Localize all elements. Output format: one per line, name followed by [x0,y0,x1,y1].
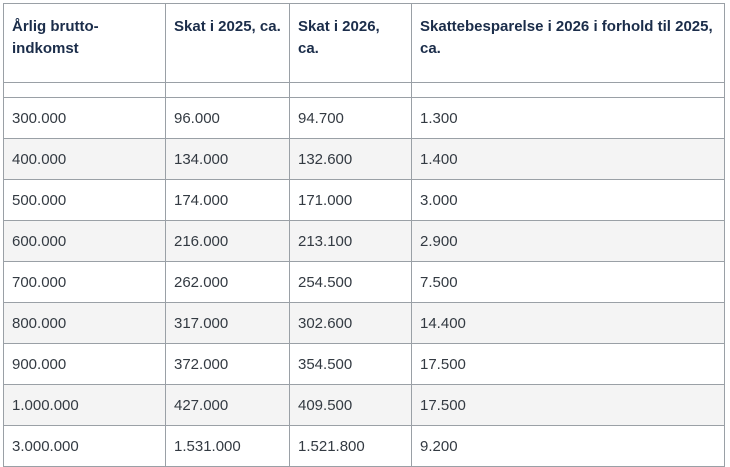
table-row [4,426,725,467]
cell-tax-2026: 254.500 [290,262,412,303]
spacer-cell [4,83,166,98]
cell-tax-2026: 132.600 [290,139,412,180]
cell-tax-savings: 14.400 [412,303,725,344]
spacer-cell [166,83,290,98]
cell-gross-income: 400.000 [4,139,166,180]
cell-gross-income: 600.000 [4,221,166,262]
header-tax-2026: Skat i 2026, ca. [290,4,412,83]
cell-gross-income: 3.000.000 [4,426,166,467]
cell-tax-savings: 2.900 [412,221,725,262]
cell-tax-savings: 17.500 [412,385,725,426]
table-row [4,385,725,426]
header-gross-income: Årlig brutto-indkomst [4,4,166,83]
cell-tax-savings: 17.500 [412,344,725,385]
spacer-cell [290,83,412,98]
cell-gross-income: 300.000 [4,98,166,139]
cell-tax-savings: 7.500 [412,262,725,303]
table-row [4,303,725,344]
spacer-row [4,83,725,98]
cell-gross-income: 500.000 [4,180,166,221]
cell-tax-savings: 1.400 [412,139,725,180]
cell-gross-income: 900.000 [4,344,166,385]
table-header [4,4,725,83]
cell-tax-2026: 302.600 [290,303,412,344]
cell-tax-2025: 216.000 [166,221,290,262]
cell-tax-2025: 317.000 [166,303,290,344]
cell-tax-2026: 354.500 [290,344,412,385]
cell-tax-2026: 213.100 [290,221,412,262]
cell-tax-2025: 1.531.000 [166,426,290,467]
table-row [4,262,725,303]
table-row [4,221,725,262]
cell-tax-2025: 427.000 [166,385,290,426]
cell-tax-2026: 94.700 [290,98,412,139]
cell-tax-savings: 9.200 [412,426,725,467]
cell-gross-income: 800.000 [4,303,166,344]
cell-tax-2025: 262.000 [166,262,290,303]
cell-tax-savings: 1.300 [412,98,725,139]
table-body [4,83,725,467]
cell-tax-savings: 3.000 [412,180,725,221]
table-row [4,180,725,221]
cell-tax-2026: 409.500 [290,385,412,426]
tax-comparison-table [3,3,725,467]
spacer-cell [412,83,725,98]
cell-gross-income: 700.000 [4,262,166,303]
cell-tax-2025: 134.000 [166,139,290,180]
header-tax-2025: Skat i 2025, ca. [166,4,290,83]
table-row [4,98,725,139]
cell-tax-2026: 1.521.800 [290,426,412,467]
cell-tax-2025: 96.000 [166,98,290,139]
cell-tax-2026: 171.000 [290,180,412,221]
cell-tax-2025: 372.000 [166,344,290,385]
cell-tax-2025: 174.000 [166,180,290,221]
cell-gross-income: 1.000.000 [4,385,166,426]
tax-comparison-table-container [3,3,725,467]
header-row [4,4,725,83]
table-row [4,139,725,180]
header-tax-savings: Skattebesparelse i 2026 i forhold til 2025, ca. [412,4,725,83]
table-row [4,344,725,385]
